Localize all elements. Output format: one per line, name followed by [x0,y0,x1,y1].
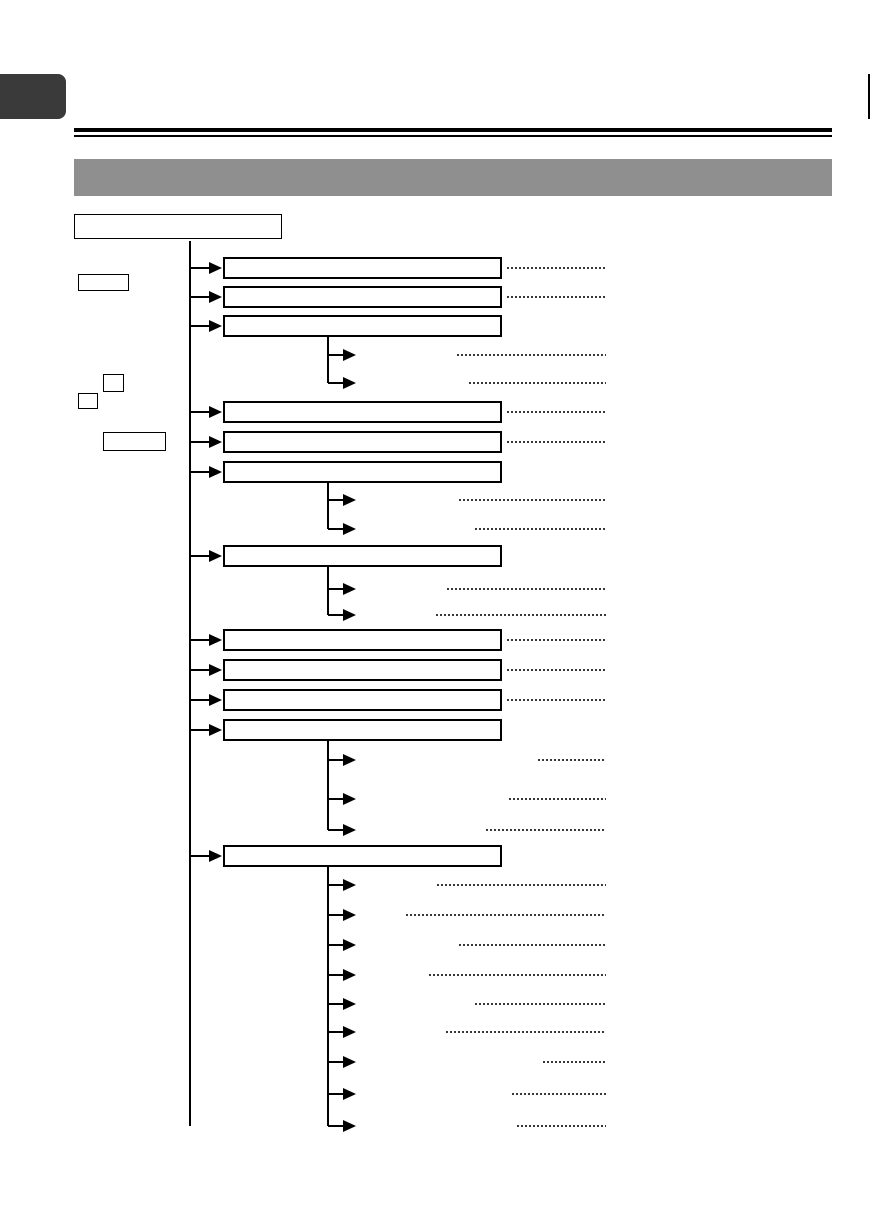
dotted-leader [511,1093,606,1095]
sub-branch-arrow [343,349,356,361]
sub-branch-arrow [343,1026,356,1038]
dotted-leader [428,974,606,976]
menu-item-box [223,629,502,651]
dotted-leader [506,669,606,671]
branch-arrow [209,466,222,478]
menu-item-box [223,659,502,681]
sub-branch-arrow [343,754,356,766]
branch-arrow [209,436,222,448]
sub-branch-arrow [343,998,356,1010]
sub-branch-arrow [343,909,356,921]
sub-branch-arrow [343,494,356,506]
sub-branch-arrow [343,969,356,981]
dotted-leader [445,1031,606,1033]
dotted-leader [436,884,606,886]
dotted-leader [435,614,606,616]
dotted-leader [542,1061,606,1063]
dotted-leader [506,411,606,413]
sub-branch-arrow [343,583,356,595]
dotted-leader [485,829,606,831]
sub-branch-arrow [343,824,356,836]
menu-item-box [223,689,502,711]
branch-arrow [209,634,222,646]
branch-arrow [209,550,222,562]
dotted-leader [458,944,606,946]
sub-branch-arrow [343,1088,356,1100]
sub-branch-arrow [343,1056,356,1068]
dotted-leader [537,759,606,761]
branch-arrow [209,664,222,676]
menu-item-box [223,286,502,308]
sub-branch-arrow [343,793,356,805]
dotted-leader [508,798,606,800]
sub-branch-arrow [343,609,356,621]
menu-item-box [223,401,502,423]
menu-item-box [223,431,502,453]
dotted-leader [506,441,606,443]
menu-item-box [223,315,502,337]
menu-item-box [223,845,502,867]
branch-arrow [209,406,222,418]
sub-branch-arrow [343,377,356,389]
branch-arrow [209,262,222,274]
branch-arrow [209,291,222,303]
branch-arrow [209,850,222,862]
branch-arrow [209,694,222,706]
dotted-leader [458,499,606,501]
dotted-leader [474,1003,606,1005]
dotted-leader [506,639,606,641]
dotted-leader [446,588,606,590]
sub-branch-arrow [343,1120,356,1132]
dotted-leader [506,699,606,701]
dotted-leader [405,914,606,916]
sub-branch-arrow [343,879,356,891]
menu-item-box [223,257,502,279]
dotted-leader [506,296,606,298]
menu-item-box [223,545,502,567]
dotted-leader [468,382,606,384]
dotted-leader [516,1125,606,1127]
dotted-leader [474,528,606,530]
dotted-leader [456,354,606,356]
sub-branch-arrow [343,939,356,951]
branch-arrow [209,320,222,332]
dotted-leader [506,267,606,269]
branch-arrow [209,724,222,736]
menu-item-box [223,461,502,483]
menu-item-box [223,719,502,741]
sub-branch-arrow [343,523,356,535]
